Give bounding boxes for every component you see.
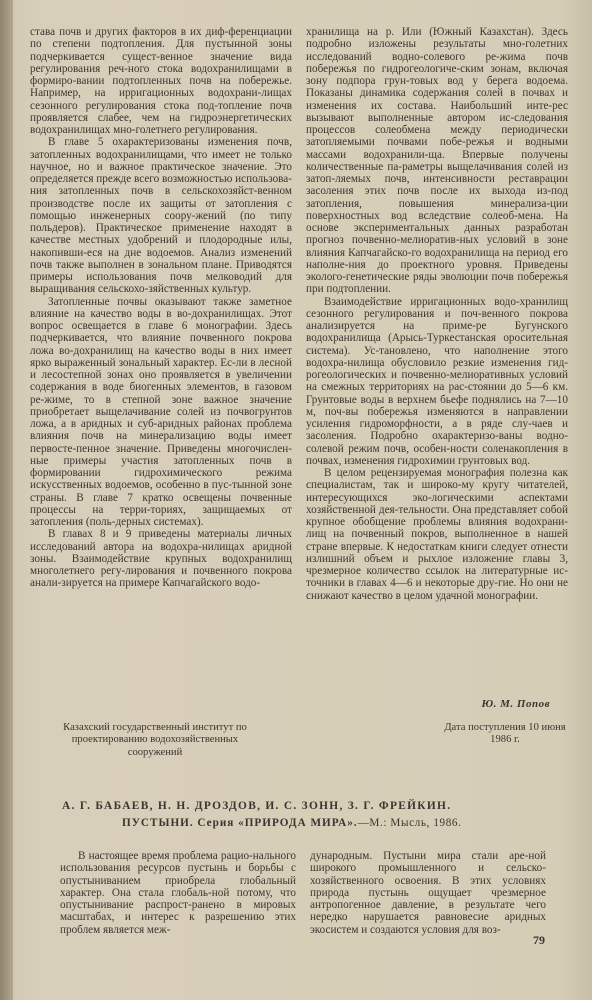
book-authors: А. Г. БАБАЕВ, Н. Н. ДРОЗДОВ, И. С. ЗОНН, З. Г. ФРЕЙКИН. — [62, 800, 452, 812]
right-column — [306, 26, 568, 602]
page-number: 79 — [533, 933, 545, 947]
left-column — [30, 26, 292, 590]
paragraph: хранилища на р. Или (Южный Казахстан). Здесь подробно изложены результаты мно-голетних исследований водно-солевого ре-жима почв побережья по гидрогеологиче-ским зонам, включая зону подпора грун-товых вод у берега водоема. Показаны динамика содержания солей в почвах и изменения их состава. Наибольший инте-рес вызывают выполненные автором ис-следования процессов солеобмена между периодически затопляемыми почвами побе-режья и водными массами водохранили-ща. Впервые получены количественные па-раметры выщелачивания солей из затоп-ляемых почв, интенсивности реставрации засоления этих почв после их выхода из-под затопления, повышения минерализа-ции поверхностных вод вследствие солеоб-мена. На основе экспериментальных данных разработан прогноз почвенно-мелиоратив-ных условий в зоне влияния Капчагайско-го водохранилища на период его наполне-ния до проектного уровня. Приведены эколого-генетические ряды эволюции почв побережья при подтоплении. — [306, 26, 568, 296]
review2-paragraph: В настоящее время проблема рацио-нального использования ресурсов пустынь и борьбы с опустыниванием приобрела глобальный характер. Она стала глобаль-ной потому, что опустынивание распрост-ранено в мировых масштабах, и интерес к разрешению этих проблем является меж- — [60, 850, 296, 936]
book-title — [122, 817, 522, 829]
paragraph: става почв и других факторов в их диф-ференциации по степени подтопления. Для пустынной зоны подчеркивается сущест-венное значение вида регулирования реч-ного стока водохранилищами в формиро-вании подтопленных почв на побережье. Например, на ирригационных водохрани-лищах сезонного регулирования стока под-топление почв проявляется слабее, чем на гидроэнергетических водохранилищах мно-голетнего регулирования. — [30, 26, 292, 136]
review2-left-column — [60, 850, 296, 936]
reviewer-signature: Ю. М. Попов — [481, 698, 550, 710]
institution-note: Казахский государственный институт по проектированию водохозяйственных сооружений — [63, 722, 247, 758]
review2-right-column — [310, 850, 546, 936]
paragraph: Затопленные почвы оказывают также заметное влияние на качество воды в во-дохранилищах. Этот вопрос освещается в главе 6 монографии. Здесь подчеркивается, что влияние почвенного покрова ложа во-дохранилищ на качество воды в них имеет ярко выраженный зональный характер. Ес-ли в лесной и лесостепной зонах оно проявляется в увеличении содержания в воде биогенных элементов, в газовом ре-жиме, то в степной зоне важное значение приобретает выщелачивание солей из почвогрунтов ложа, а в аридных и суб-аридных районах проблема влияния почв на минерализацию воды имеет первосте-пенное значение. Приведены многочислен-ные примеры участия затопленных почв в формировании гидрохимического режима искусственных водоемов, особенно в пус-тынной зоне страны. В главе 7 кратко освещены почвенные процессы на терри-ториях, защищаемых от затопления (поль-дерных системах). — [30, 295, 292, 528]
review2-paragraph: дународным. Пустыни мира стали аре-ной широкого промышленного и сельско-хозяйственного освоения. В этих условиях природа пустынь ощущает чрезмерное антропогенное давление, в результате чего нередко нарушается равновесие аридных экосистем и создаются условия для воз- — [310, 850, 546, 936]
paragraph: Взаимодействие ирригационных водо-хранилищ сезонного регулирования и поч-венного покрова анализируется на приме-ре Бугунского водохранилища (Арысь-Туркестанская оросительная система). Ус-тановлено, что наполнение этого водохра-нилища обусловило резкие изменения гид-рогеологических и почвенно-мелиоративных условий на смежных территориях на рас-стоянии до 5—6 км. Грунтовые воды в верхнем бьефе поднялись на 7—10 м, поч-вы побережья изменяются в направлении усиления гидроморфности, а в ряде слу-чаев и засоления. Подробно охарактеризо-ваны водно-солевой режим почв, особен-ности соленакопления в почвах, изменения гидрохимии грунтовых вод. — [306, 295, 568, 467]
binding-margin — [0, 0, 13, 1000]
book-title-publisher: —М.: Мысль, 1986. — [357, 817, 462, 829]
book-title-main: ПУСТЫНИ. Серия «ПРИРОДА МИРА». — [122, 817, 358, 829]
received-date: Дата поступления 10 июня 1986 г. — [444, 722, 566, 746]
paragraph: В главе 5 охарактеризованы изменения почв, затопленных водохранилищами, что имеет не только научное, но и важное практическое значение. Это определяется прежде всего возможностью использова-ния затопленных почв в сельскохозяйст-венном производстве после их защиты от затопления с помощью инженерных соору-жений (по типу польдеров). Практическое применение находят в качестве местных удобрений и плодородные илы, накопивши-еся на дне водоемов. Анализ изменений почв также выполнен в зональном плане. Приводятся примеры использования почв мелководий для выращивания сельскохо-зяйственных культур. — [30, 136, 292, 296]
paragraph: В главах 8 и 9 приведены материалы личных исследований автора на водохра-нилищах аридной зоны. Взаимодействие крупных водохранилищ многолетнего регу-лирования и почвенного покрова анали-зируется на примере Капчагайского водо- — [30, 528, 292, 590]
paragraph: В целом рецензируемая монография полезна как специалистам, так и широко-му кругу читателей, интересующихся эко-логическими аспектами хозяйственной дея-тельности. Она представляет собой крупное обобщение проблемы влияния водохрани-лищ на почвенный покров, выполненное в нашей стране впервые. К недостаткам книги следует отнести излишний объем и рыхлое изложение главы 3, чрезмерное количество ссылок на литературные ис-точники в главах 4—6 и некоторые дру-гие. Но они не снижают качество в целом удачной монографии. — [306, 467, 568, 602]
